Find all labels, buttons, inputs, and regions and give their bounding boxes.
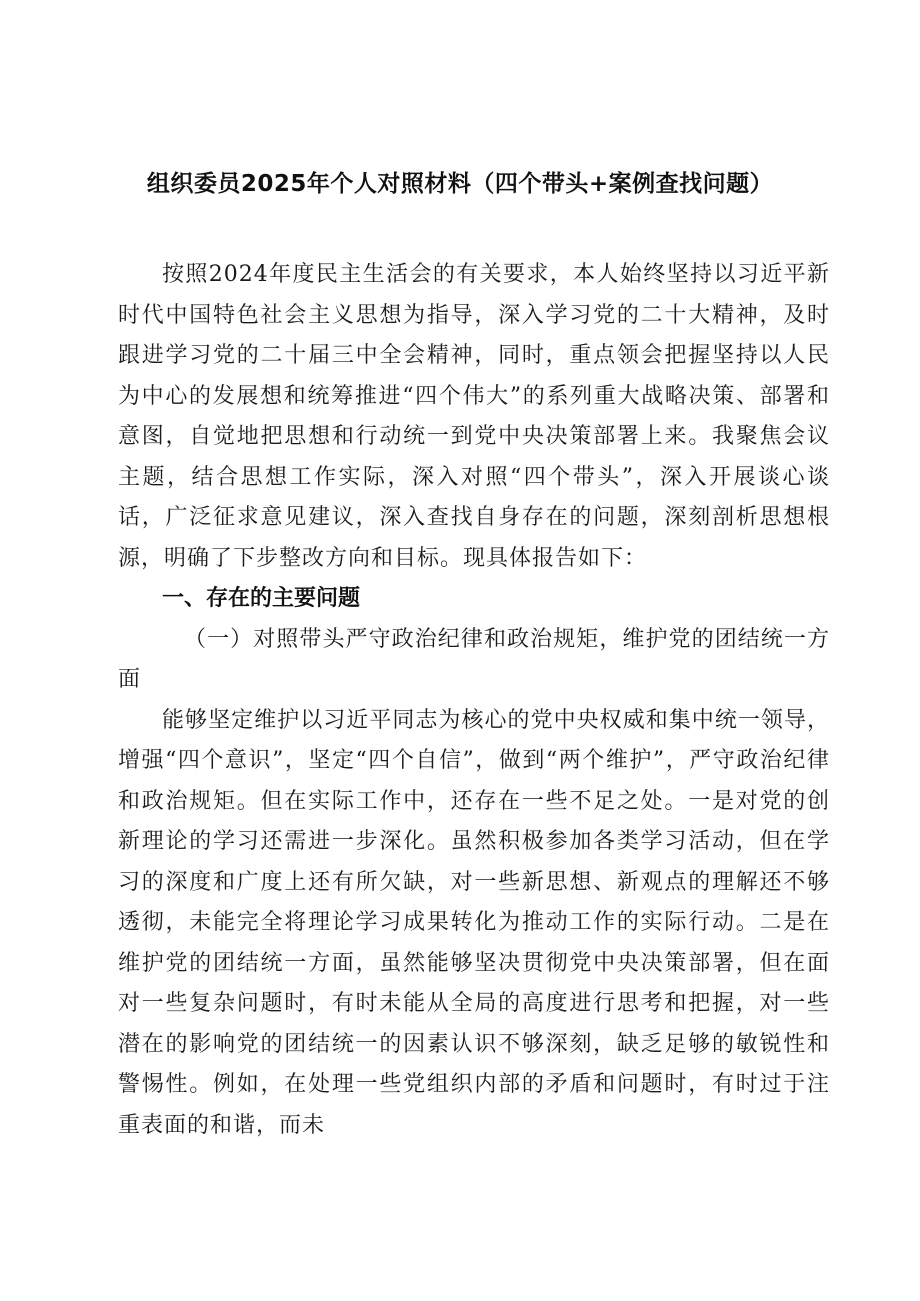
subsection-heading: （一）对照带头严守政治纪律和政治规矩，维护党的团结统一方面 — [118, 626, 830, 692]
intro-paragraph: 按照2024年度民主生活会的有关要求，本人始终坚持以习近平新时代中国特色社会主义思想为指导，深入学习党的二十大精神，及时跟进学习党的二十届三中全会精神，同时，重点领会把握坚持以人民为中心的发展想和统筹推进“四个伟大”的系列重大战略决策、部署和意图，自觉地把思想和行动统一到党中央决策部署上来。我聚焦会议主题，结合思想工作实际，深入对照“四个带头”，深入开展谈心谈话，广泛征求意见建议，深入查找自身存在的问题，深刻剖析思想根源，明确了下步整改方向和目标。现具体报告如下： — [118, 262, 830, 571]
section-heading: 一、存在的主要问题 — [162, 586, 361, 611]
subsection-paragraph: 能够坚定维护以习近平同志为核心的党中央权威和集中统一领导，增强“四个意识”，坚定“四个自信”，做到“两个维护”，严守政治纪律和政治规矩。但在实际工作中，还存在一些不足之处。一是对党的创新理论的学习还需进一步深化。虽然积极参加各类学习活动，但在学习的深度和广度上还有所欠缺，对一些新思想、新观点的理解还不够透彻，未能完全将理论学习成果转化为推动工作的实际行动。二是在维护党的团结统一方面，虽然能够坚决贯彻党中央决策部署，但在面对一些复杂问题时，有时未能从全局的高度进行思考和把握，对一些潜在的影响党的团结统一的因素认识不够深刻，缺乏足够的敏锐性和警惕性。例如，在处理一些党组织内部的矛盾和问题时，有时过于注重表面的和谐，而未 — [118, 707, 830, 1138]
document-body — [118, 255, 830, 1146]
document-title: 组织委员2025年个人对照材料（四个带头+案例查找问题） — [146, 171, 774, 197]
